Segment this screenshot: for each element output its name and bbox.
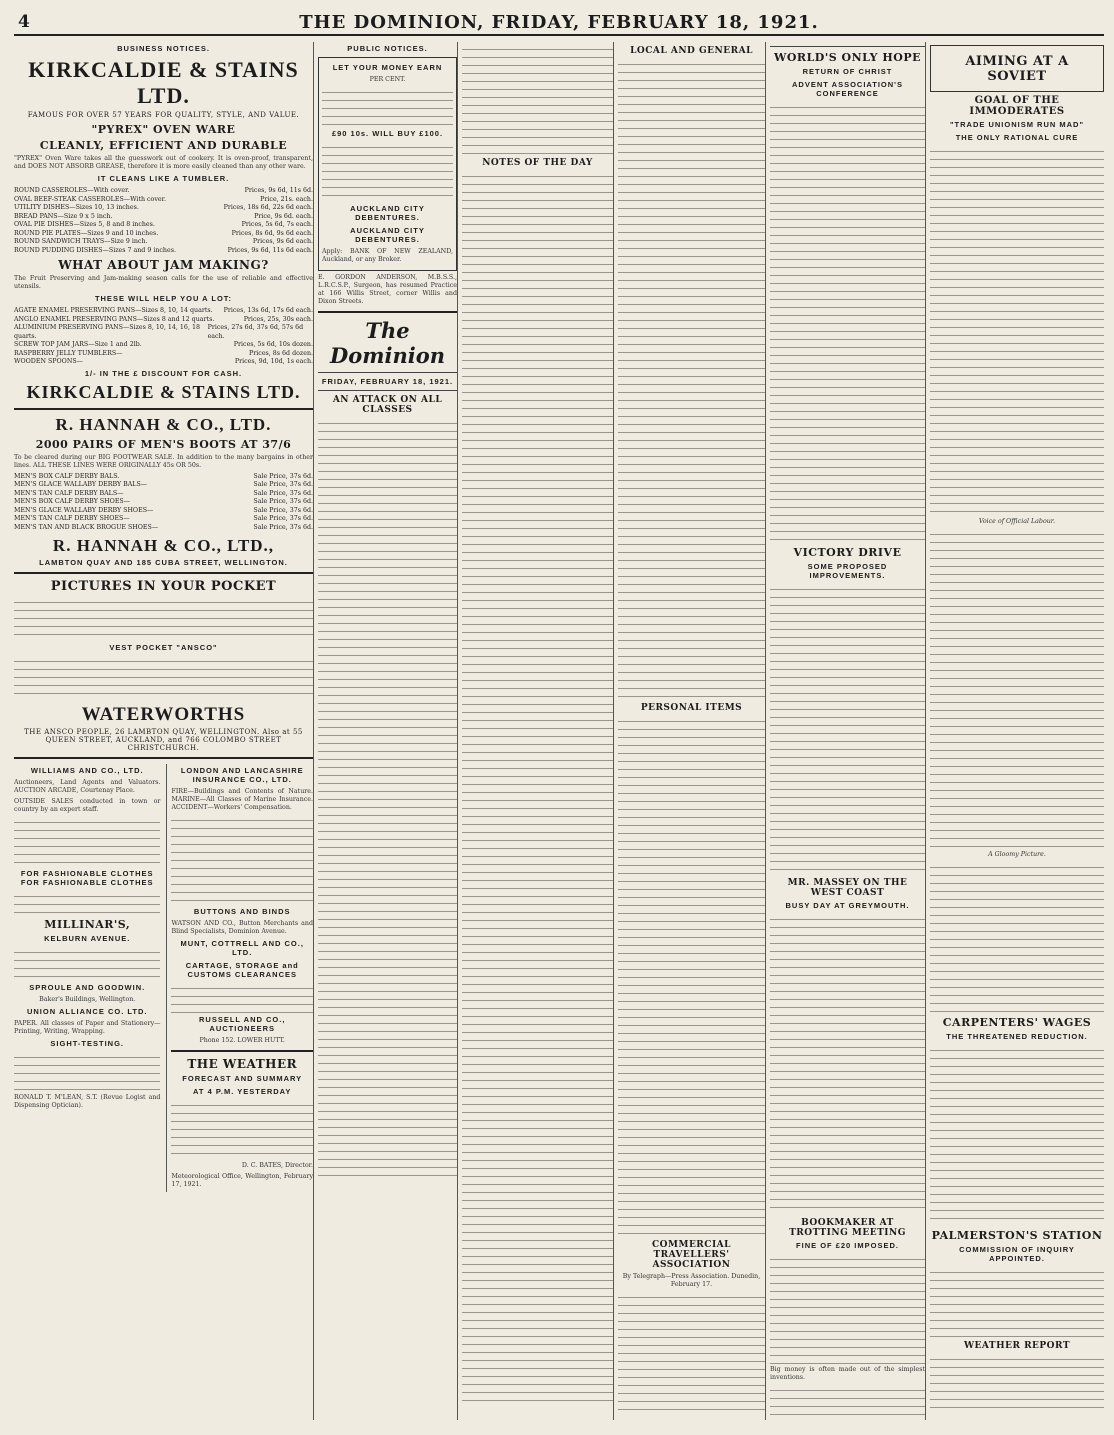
voice-of-labour: Voice of Official Labour. <box>978 518 1056 525</box>
local-column <box>618 42 766 1420</box>
waterworths-title: WATERWORTHS <box>81 704 246 725</box>
pyrex-item-price: Prices, 8s 6d, 9s 6d each. <box>231 229 313 237</box>
discount-note: 1/- IN THE £ DISCOUNT FOR CASH. <box>84 368 243 378</box>
sproule: SPROULE AND GOODWIN. <box>29 983 146 992</box>
hannah-subtitle: 2000 PAIRS OF MEN'S BOOTS AT 37/6 <box>35 437 292 451</box>
commercial-sub: By Telegraph—Press Association. Dunedin, February 17. <box>622 1273 761 1288</box>
pyrex-item-price: Prices, 18s 6d, 22s 6d each. <box>223 204 313 211</box>
soviet-sub: GOAL OF THE IMMODERATES <box>969 95 1065 117</box>
jam-item-price: Prices, 8s 6d dozen. <box>249 349 313 357</box>
boot-item-price: Sale Price, 37s 6d. <box>253 506 313 514</box>
williams-name: WILLIAMS AND CO., LTD. <box>30 766 144 775</box>
jam-price-list <box>14 307 313 367</box>
forecast-title: FORECAST AND SUMMARY <box>182 1074 303 1083</box>
palmerston-title: PALMERSTON'S STATION <box>931 1229 1103 1242</box>
pyrex-item-price: Prices, 9s 6d, 11s 6d. <box>244 187 313 194</box>
per-cent: PER CENT. <box>369 76 406 83</box>
boot-item-price: Sale Price, 37s 6d. <box>253 498 313 505</box>
boots-price-list <box>14 473 313 533</box>
watson-notice: WATSON AND CO., Button Merchants and Blind Specialists, Dominion Avenue. <box>171 920 313 935</box>
gordon-anderson: E. GORDON ANDERSON, M.B.S.S., L.R.C.S.P., Surgeon, has resumed Practice at 166 Willis Street, corner Willis and Dixon Streets. <box>318 274 457 305</box>
dominion-logo: The Dominion <box>330 318 445 368</box>
victory-sub: SOME PROPOSED IMPROVEMENTS. <box>807 562 888 580</box>
pyrex-item <box>14 204 313 213</box>
jam-item-name: WOODEN SPOONS— <box>14 358 83 365</box>
pyrex-item <box>14 247 313 256</box>
pyrex-item-name: UTILITY DISHES—Sizes 10, 13 inches. <box>14 204 139 211</box>
public-notices-column <box>318 42 458 1420</box>
sight-title: SIGHT-TESTING. <box>50 1039 125 1048</box>
kirkcaldie-footer: KIRKCALDIE & STAINS LTD. <box>26 381 301 402</box>
cleans-like: IT CLEANS LIKE A TUMBLER. <box>97 174 230 183</box>
palmerston-sub: COMMISSION OF INQUIRY APPOINTED. <box>959 1245 1075 1263</box>
weather-report-title: WEATHER REPORT <box>963 1341 1071 1351</box>
massey-sub: BUSY DAY AT GREYMOUTH. <box>785 901 910 910</box>
forecast-sub: AT 4 P.M. YESTERDAY <box>193 1087 292 1096</box>
jam-item-price: Prices, 5s 6d, 10s dozen. <box>233 341 313 348</box>
boot-item <box>14 473 313 482</box>
jam-text: The Fruit Preserving and Jam-making season calls for the use of reliable and effective utensils. <box>14 275 313 290</box>
kirkcaldie-title: KIRKCALDIE & STAINS LTD. <box>28 57 299 108</box>
boot-item-name: MEN'S GLACE WALLABY DERBY BALS— <box>14 481 148 488</box>
business-notices-column <box>14 42 314 1420</box>
boot-item-name: MEN'S BOX CALF DERBY SHOES— <box>14 498 131 505</box>
rational-cure: THE ONLY RATIONAL CURE <box>955 133 1079 142</box>
jam-item-name: ALUMINIUM PRESERVING PANS—Sizes 8, 10, 14, 16, 18 quarts. <box>14 324 200 340</box>
outside-sales: OUTSIDE SALES conducted in town or country by an expert staff. <box>14 798 161 813</box>
pictures-title: PICTURES IN YOUR POCKET <box>50 579 277 594</box>
fashion-title: FOR FASHIONABLE CLOTHES FOR FASHIONABLE CLOTHES <box>20 869 154 887</box>
jam-item-name: ANGLO ENAMEL PRESERVING PANS—Sizes 8 and 12 quarts. <box>14 315 215 323</box>
boot-item-name: MEN'S TAN CALF DERBY BALS— <box>14 489 124 497</box>
boot-item-name: MEN'S GLACE WALLABY DERBY SHOES— <box>14 506 154 514</box>
personal-title: PERSONAL ITEMS <box>640 703 743 713</box>
vest-pocket-title: VEST POCKET "ANSCO" <box>109 643 218 652</box>
auckland-debentures-1: AUCKLAND CITY DEBENTURES. <box>350 204 425 222</box>
section-heading: BUSINESS NOTICES. <box>117 44 210 53</box>
big-money: Big money is often made out of the simplest inventions. <box>770 1366 925 1381</box>
hannah-text: To be cleared during our BIG FOOTWEAR SALE. In addition to the many bargains in other lines. ALL THESE LINES WERE ORIGINALLY 45s OR 50s. <box>14 453 313 469</box>
pyrex-price-list <box>14 187 313 255</box>
williams-detail: Auctioneers, Land Agents and Valuators. AUCTION ARCADE, Courtenay Place. <box>14 779 161 794</box>
newspaper-page <box>14 10 1104 1425</box>
pyrex-item-price: Price, 9s 6d. each. <box>254 212 313 220</box>
boot-item <box>14 481 313 490</box>
massey-title: MR. MASSEY ON THE WEST COAST <box>787 878 908 898</box>
trade-unionism: "TRADE UNIONISM RUN MAD" <box>949 120 1085 129</box>
jam-help: THESE WILL HELP YOU A LOT: <box>94 294 233 303</box>
paper-notice: PAPER. All classes of Paper and Stationery—Printing, Writing, Wrapping. <box>14 1020 161 1035</box>
sproule-sub: Baker's Buildings, Wellington. <box>39 996 136 1003</box>
pyrex-item <box>14 238 313 247</box>
masthead <box>14 10 1104 36</box>
bookmaker-title: BOOKMAKER AT TROTTING MEETING <box>789 1218 906 1238</box>
jam-item <box>14 307 313 316</box>
boot-item <box>14 524 313 533</box>
notes-column <box>462 42 614 1420</box>
boot-item-price: Sale Price, 37s 6d. <box>253 481 313 488</box>
boot-item-name: MEN'S BOX CALF DERBY BALS. <box>14 472 120 480</box>
jam-item-name: AGATE ENAMEL PRESERVING PANS—Sizes 8, 10, 14 quarts. <box>14 307 213 314</box>
buttons-title: BUTTONS AND BINDS <box>193 907 291 916</box>
waterworths-sub: THE ANSCO PEOPLE, 26 LAMBTON QUAY, WELLINGTON. Also at 55 QUEEN STREET, AUCKLAND, and 766 COLOMBO STREET CHRISTCHURCH. <box>24 728 303 752</box>
page-title: THE DOMINION, FRIDAY, FEBRUARY 18, 1921. <box>299 12 819 33</box>
advent-title: ADVENT ASSOCIATION'S CONFERENCE <box>792 80 903 98</box>
pyrex-item-name: ROUND CASSEROLES—With cover. <box>14 187 130 194</box>
jam-item <box>14 324 313 341</box>
pyrex-item-price: Prices, 9s 6d each. <box>252 238 313 245</box>
notes-title: NOTES OF THE DAY <box>482 158 593 168</box>
jam-item-name: RASPBERRY JELLY TUMBLERS— <box>14 349 123 357</box>
will-buy: £90 10s. WILL BUY £100. <box>331 129 444 138</box>
auckland-debentures-2: AUCKLAND CITY DEBENTURES. <box>350 226 425 244</box>
boot-item-price: Sale Price, 37s 6d. <box>253 523 313 531</box>
boot-item <box>14 498 313 507</box>
jam-item <box>14 316 313 325</box>
jam-item-price: Prices, 13s 6d, 17s 6d each. <box>223 307 313 314</box>
pyrex-title: "PYREX" OVEN WARE <box>91 123 236 136</box>
jam-item-name: SCREW TOP JAM JARS—Size 1 and 2lb. <box>14 341 142 348</box>
weather-office: Meteorological Office, Wellington, February 17, 1921. <box>171 1173 313 1188</box>
editorial-date: FRIDAY, FEBRUARY 18, 1921. <box>321 377 454 386</box>
boot-item <box>14 507 313 516</box>
public-notices-heading: PUBLIC NOTICES. <box>347 44 428 53</box>
carpenters-sub: THE THREATENED REDUCTION. <box>946 1032 1088 1041</box>
pyrex-item-name: OVAL PIE DISHES—Sizes 5, 8 and 8 inches. <box>14 221 155 228</box>
commercial-title: COMMERCIAL TRAVELLERS' ASSOCIATION <box>652 1240 731 1270</box>
pyrex-item <box>14 221 313 230</box>
boot-item-name: MEN'S TAN CALF DERBY SHOES— <box>14 515 130 522</box>
editorial-title: AN ATTACK ON ALL CLASSES <box>332 395 443 415</box>
cartage-notice: CARTAGE, STORAGE and CUSTOMS CLEARANCES <box>185 961 299 979</box>
local-title: LOCAL AND GENERAL <box>630 46 753 56</box>
pyrex-item <box>14 196 313 205</box>
jam-title: WHAT ABOUT JAM MAKING? <box>58 258 269 272</box>
pyrex-text: "PYREX" Oven Ware takes all the guesswork out of cookery. It is oven-proof, transparent, and DOES NOT ABSORB GREASE, therefore it is more easily cleaned than any other ware. <box>14 155 313 170</box>
hannah-title: R. HANNAH & CO., LTD. <box>55 414 272 434</box>
boot-item <box>14 515 313 524</box>
pyrex-item-name: BREAD PANS—Size 9 x 5 inch. <box>14 212 113 220</box>
hope-column <box>770 42 926 1420</box>
victory-title: VICTORY DRIVE <box>793 546 902 559</box>
page-number: 4 <box>18 12 30 32</box>
hope-sub: RETURN OF CHRIST <box>802 67 893 76</box>
millinars: MILLINAR'S, <box>44 918 131 931</box>
boot-item-price: Sale Price, 37s 6d. <box>253 489 313 497</box>
jam-item-price: Prices, 27s 6d, 37s 6d, 57s 6d each. <box>207 324 304 340</box>
soviet-column <box>930 42 1104 1420</box>
soviet-title: AIMING AT A SOVIET <box>965 54 1069 84</box>
union-alliance: UNION ALLIANCE CO. LTD. <box>26 1007 148 1016</box>
pyrex-item <box>14 230 313 239</box>
boot-item-price: Sale Price, 37s 6d. <box>253 515 313 522</box>
london-detail: FIRE—Buildings and Contents of Nature. MARINE—All Classes of Marine Insurance. ACCIDENT—Workers' Compensation. <box>171 788 313 811</box>
boot-item-price: Sale Price, 37s 6d. <box>253 472 313 480</box>
gloomy-picture: A Gloomy Picture. <box>988 851 1046 858</box>
jam-item <box>14 358 313 367</box>
jam-item-price: Prices, 25s, 30s each. <box>243 315 313 323</box>
carpenters-title: CARPENTERS' WAGES <box>942 1016 1092 1029</box>
russell-phone: Phone 152. LOWER HUTT. <box>199 1037 285 1044</box>
pyrex-item-name: ROUND SANDWICH TRAYS—Size 9 inch. <box>14 238 148 245</box>
pyrex-item-price: Prices, 9s 6d, 11s 6d each. <box>227 246 313 254</box>
hannah-footer: R. HANNAH & CO., LTD., <box>52 536 275 555</box>
pyrex-item-price: Prices, 5s 6d, 7s each. <box>241 221 313 228</box>
millinars-address: KELBURN AVENUE. <box>44 934 131 943</box>
weather-sign: D. C. BATES, Director. <box>241 1162 313 1169</box>
hope-title: WORLD'S ONLY HOPE <box>774 51 921 64</box>
pyrex-item-name: ROUND PIE PLATES—Sizes 9 and 10 inches. <box>14 229 159 237</box>
pyrex-item <box>14 213 313 222</box>
pyrex-item-price: Price, 21s. each. <box>260 195 313 203</box>
weather-title: THE WEATHER <box>187 1057 298 1071</box>
pyrex-item <box>14 187 313 196</box>
ronald-mclean: RONALD T. M'LEAN, S.T. (Revue Logist and Dispensing Optician). <box>14 1094 161 1109</box>
jam-item-price: Prices, 9d, 10d, 1s each. <box>234 358 313 365</box>
pyrex-subtitle: CLEANLY, EFFICIENT AND DURABLE <box>39 139 288 152</box>
munt-cottrell: MUNT, COTTRELL AND CO., LTD. <box>180 939 304 957</box>
pyrex-item-name: OVAL BEEF-STEAK CASSEROLES—With cover. <box>14 195 166 203</box>
jam-item <box>14 341 313 350</box>
russell-auctioneers: RUSSELL AND CO., AUCTIONEERS <box>199 1015 286 1033</box>
london-lancashire: LONDON AND LANCASHIRE INSURANCE CO., LTD. <box>180 766 304 784</box>
let-money: LET YOUR MONEY EARN <box>332 63 443 72</box>
apply-bank: Apply: BANK OF NEW ZEALAND, Auckland, or any Broker. <box>322 248 453 263</box>
kirkcaldie-tagline: FAMOUS FOR OVER 57 YEARS FOR QUALITY, STYLE, AND VALUE. <box>27 111 300 119</box>
jam-item <box>14 350 313 359</box>
boot-item-name: MEN'S TAN AND BLACK BROGUE SHOES— <box>14 523 159 531</box>
pyrex-item-name: ROUND PUDDING DISHES—Sizes 7 and 9 inches. <box>14 246 176 254</box>
hannah-address: LAMBTON QUAY AND 185 CUBA STREET, WELLINGTON. <box>39 558 288 567</box>
boot-item <box>14 490 313 499</box>
bookmaker-sub: FINE OF £20 IMPOSED. <box>796 1241 899 1250</box>
